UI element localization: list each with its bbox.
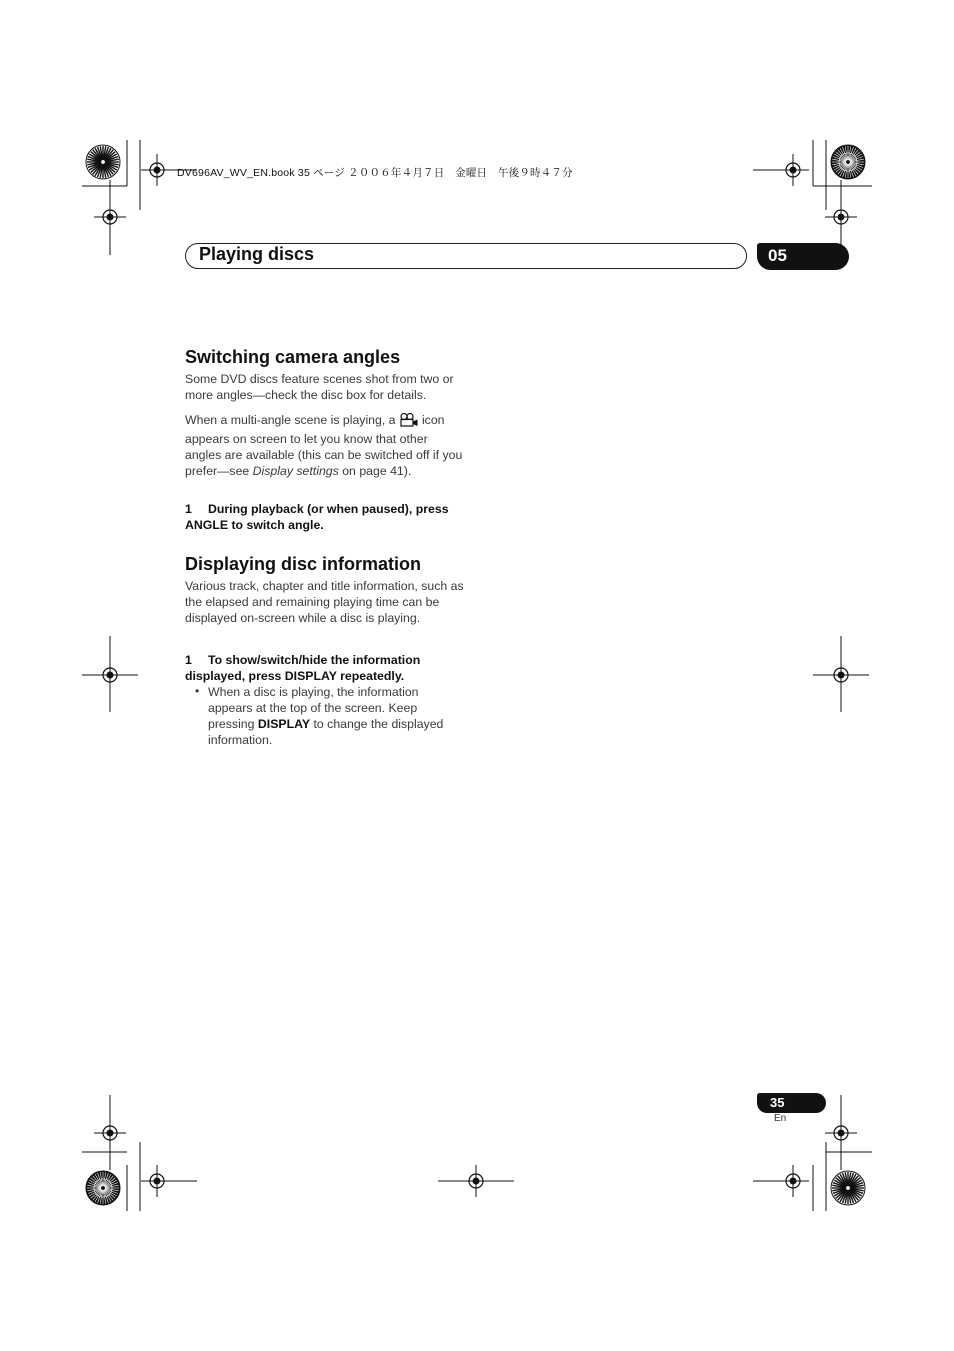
page-number-badge: 35 (757, 1093, 826, 1113)
registration-mark-icon (94, 201, 126, 233)
registration-mark-icon (94, 1117, 126, 1149)
chapter-number-badge: 05 (757, 243, 849, 270)
registration-mark-icon (813, 659, 869, 691)
page-language: En (774, 1113, 787, 1124)
section2-bullet-wrap (185, 684, 465, 748)
section1-step-wrap (185, 501, 465, 533)
section2-para1: Various track, chapter and title information, such as the elapsed and remaining playing time can be displayed on-screen while a disc is playing. (185, 579, 464, 625)
chapter-title: Playing discs (199, 244, 315, 264)
bullet-text-end: to change the displayed information. (208, 717, 444, 747)
section1-para1: Some DVD discs feature scenes shot from two or more angles—check the disc box for details. (185, 372, 454, 402)
section2-step-wrap (185, 652, 465, 684)
starburst-target-icon (831, 1171, 865, 1205)
section-heading: Switching camera angles (185, 347, 401, 367)
section2-step (185, 652, 465, 684)
step-text: During playback (or when paused), press ANGLE to switch angle. (185, 502, 449, 532)
section1-para2-wrap (185, 412, 465, 479)
bullet-dot: • (195, 684, 200, 698)
step-number: 1 (185, 502, 192, 516)
bullet-item (185, 684, 465, 748)
section1-para1-wrap (185, 371, 465, 403)
starburst-target-icon (831, 145, 865, 179)
section-switching-camera-angles (185, 347, 465, 368)
section-displaying-disc-information (185, 554, 465, 575)
registration-mark-icon (825, 201, 857, 233)
para2-before-icon: When a multi-angle scene is playing, a (185, 413, 396, 427)
section1-step (185, 501, 465, 533)
step-number: 1 (185, 653, 192, 667)
starburst-target-icon (86, 1171, 120, 1205)
bullet-text-start: When a disc is playing, the information appears at the top of the screen. Keep pressing (208, 685, 419, 731)
step-text: To show/switch/hide the information displayed, press DISPLAY repeatedly. (185, 653, 421, 683)
registration-mark-icon (82, 659, 138, 691)
section1-para2 (185, 412, 465, 479)
registration-mark-icon (438, 1165, 514, 1197)
display-key-label: DISPLAY (257, 717, 311, 731)
para2-after-icon: icon appears on screen to let you know that other angles are available (this can be switched off if you prefer—see (185, 413, 463, 478)
para2-end: on page 41). (342, 464, 412, 478)
bullet-text (208, 684, 465, 748)
registration-mark-icon (825, 1117, 857, 1149)
starburst-target-icon (86, 145, 120, 179)
registration-mark-icon (753, 1165, 809, 1197)
camera-angle-icon (399, 413, 419, 431)
registration-mark-icon (753, 154, 809, 186)
section-heading: Displaying disc information (185, 554, 422, 574)
section2-para1-wrap (185, 578, 465, 626)
display-settings-reference: Display settings (252, 464, 339, 478)
print-info-line: DV696AV_WV_EN.book 35 ページ ２００６年４月７日 金曜日 午後９時４７分 (177, 167, 573, 179)
registration-mark-icon (141, 1165, 197, 1197)
